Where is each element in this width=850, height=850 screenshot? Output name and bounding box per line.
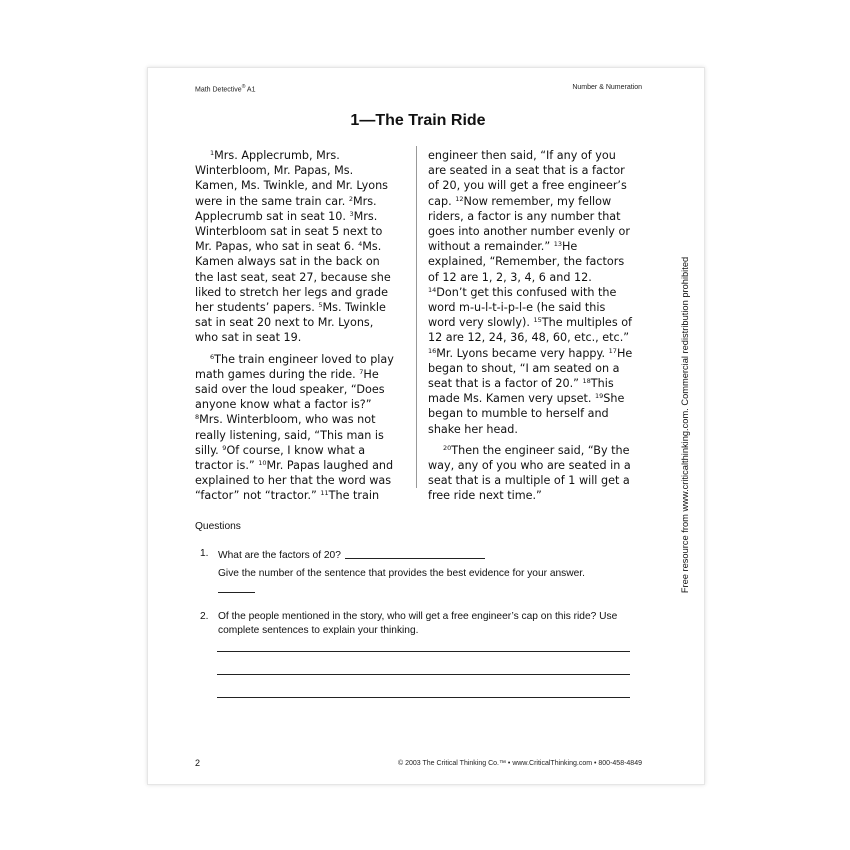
question-2-answer-line[interactable] bbox=[217, 697, 630, 698]
sentence-number: 14 bbox=[428, 285, 437, 294]
sentence-number: 4 bbox=[358, 240, 363, 249]
worksheet-page bbox=[147, 67, 705, 785]
story-paragraph bbox=[428, 443, 633, 504]
sentence-text: Don’t get this confused with the word m-u-l-t-i-p-l-e (he said this word very slowly). bbox=[428, 285, 617, 330]
story-paragraph bbox=[195, 148, 399, 346]
sentence-text: Mr. Lyons became very happy. bbox=[436, 346, 609, 360]
question-1-text: What are the factors of 20? bbox=[218, 550, 341, 561]
page-number: 2 bbox=[195, 758, 201, 768]
sentence-text: The train engineer loved to play math games during the ride. bbox=[195, 352, 394, 381]
sentence-number: 11 bbox=[320, 489, 329, 498]
story-column-left bbox=[195, 148, 399, 504]
sentence-text: He said over the loud speaker, “Does anyone know what a factor is?” bbox=[195, 367, 385, 412]
footer-copyright: © 2003 The Critical Thinking Co.™ • www.CriticalThinking.com • 800-458-4849 bbox=[397, 760, 642, 767]
question-2-answer-line[interactable] bbox=[217, 651, 630, 652]
sentence-number: 20 bbox=[443, 443, 452, 452]
sentence-number: 18 bbox=[582, 377, 591, 386]
story-column-right bbox=[428, 148, 633, 504]
sentence-number: 17 bbox=[608, 346, 617, 355]
sentence-text: He explained, “Remember, the factors of 12 are 1, 2, 3, 4, 6 and 12. bbox=[428, 240, 625, 284]
questions-heading: Questions bbox=[195, 521, 241, 532]
question-1-subprompt: Give the number of the sentence that provides the best evidence for your answer. bbox=[218, 568, 585, 579]
sentence-text: Ms. Kamen always sat in the back on the last seat, seat 27, because she liked to stretch her legs and grade her students’ papers. bbox=[195, 240, 391, 315]
sentence-number: 8 bbox=[195, 413, 200, 422]
sentence-number: 13 bbox=[553, 240, 562, 249]
sentence-number: 7 bbox=[359, 367, 364, 376]
sentence-number: 9 bbox=[222, 443, 227, 452]
sentence-number: 16 bbox=[428, 346, 437, 355]
sentence-text: This made Ms. Kamen very upset. bbox=[428, 377, 614, 406]
side-redistribution-note: Free resource from www.criticalthinking.com. Commercial redistribution prohibited bbox=[680, 256, 690, 594]
sentence-text: The train bbox=[328, 489, 380, 503]
sentence-number: 2 bbox=[348, 194, 353, 203]
page-title: 1—The Train Ride bbox=[350, 112, 486, 129]
question-2-answer-line[interactable] bbox=[217, 674, 630, 675]
sentence-text: Ms. Twinkle sat in seat 20 next to Mr. Lyons, who sat in seat 19. bbox=[195, 301, 386, 345]
sentence-text: He began to shout, “I am seated on a seat that is a factor of 20.” bbox=[428, 346, 633, 391]
sentence-number: 10 bbox=[258, 459, 267, 468]
sentence-number: 5 bbox=[318, 301, 323, 310]
sentence-text: Of course, I know what a tractor is.” bbox=[195, 443, 366, 473]
header-section: Number & Numeration bbox=[572, 84, 642, 91]
column-divider bbox=[416, 146, 417, 488]
story-paragraph bbox=[428, 148, 633, 437]
sentence-text: engineer then said, “If any of you are seated in a seat that is a factor of 20, you will get a free engineer’s cap. bbox=[428, 149, 627, 208]
sentence-text: The multiples of 12 are 12, 24, 36, 48, 60, etc., etc.” bbox=[428, 316, 632, 345]
sentence-number: 6 bbox=[210, 352, 215, 361]
sentence-text: She began to mumble to herself and shake her head. bbox=[428, 392, 625, 436]
sentence-text: Mrs. Winterbloom, who was not really listening, said, “This man is silly. bbox=[195, 413, 384, 457]
sentence-text: Mrs. Applecrumb sat in seat 10. bbox=[195, 194, 377, 223]
question-1-answer-blank[interactable] bbox=[345, 548, 485, 559]
sentence-number: 19 bbox=[595, 392, 604, 401]
header-book-title: Math Detective® A1 bbox=[195, 84, 256, 94]
question-2-text: Of the people mentioned in the story, who will get a free engineer’s cap on this ride? Use complete sentences to explain your thinking. bbox=[218, 611, 618, 636]
sentence-number: 1 bbox=[210, 149, 215, 157]
question-1-number: 1. bbox=[200, 548, 209, 559]
sentence-number: 15 bbox=[533, 316, 542, 325]
sentence-text: Then the engineer said, “By the way, any of you who are seated in a seat that is a multiple of 1 will get a free ride next time.” bbox=[428, 443, 631, 503]
sentence-number: 12 bbox=[455, 194, 464, 203]
sentence-text: Now remember, my fellow riders, a factor is any number that goes into another number evenly or without a remainder.” bbox=[428, 194, 630, 254]
sentence-number: 3 bbox=[349, 209, 354, 218]
sentence-text: Mr. Papas laughed and explained to her that the word was “factor” not “tractor.” bbox=[195, 459, 394, 503]
story-paragraph bbox=[195, 352, 399, 504]
sentence-text: Mrs. Applecrumb, Mrs. Winterbloom, Mr. Papas, Ms. Kamen, Ms. Twinkle, and Mr. Lyons were in the same train car. bbox=[195, 149, 389, 208]
question-1-evidence-blank[interactable] bbox=[218, 592, 255, 593]
question-2-number: 2. bbox=[200, 611, 209, 622]
sentence-text: Mrs. Winterbloom sat in seat 5 next to Mr. Papas, who sat in seat 6. bbox=[195, 209, 383, 254]
